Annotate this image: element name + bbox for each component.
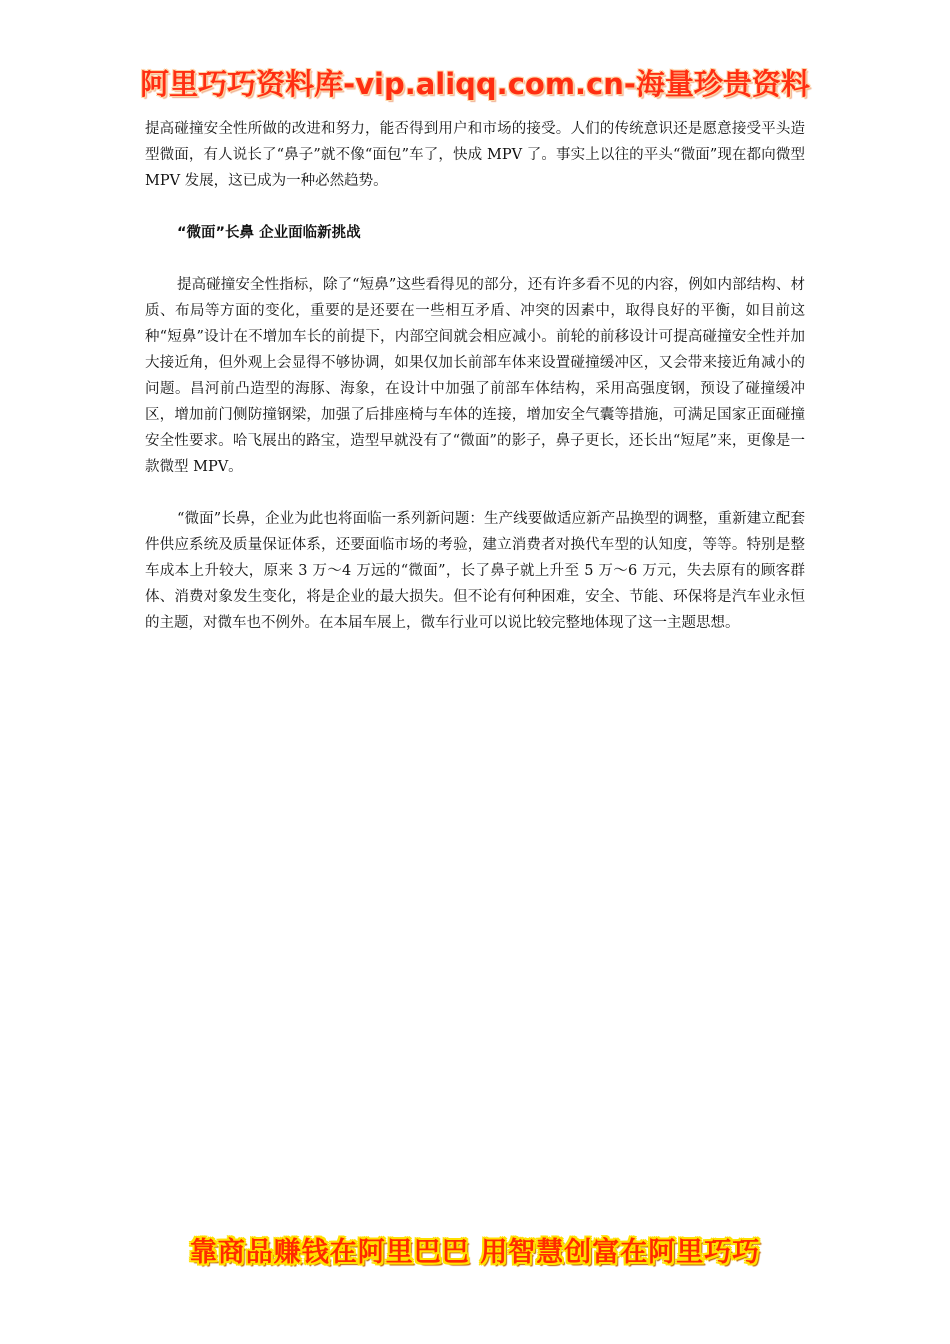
header-banner: 阿里巧巧资料库-vip.aliqq.com.cn-海量珍贵资料	[140, 67, 810, 101]
paragraph-spacer	[145, 194, 805, 220]
paragraph-1: 提高碰撞安全性所做的改进和努力，能否得到用户和市场的接受。人们的传统意识还是愿意接受平头造型微面，有人说长了“鼻子”就不像“面包”车了，快成 MPV 了。事实上以往的平头“微面”现在都向微型 MPV 发展，这已成为一种必然趋势。	[145, 121, 805, 189]
section-heading: “微面”长鼻 企业面临新挑战	[177, 225, 361, 241]
footer-banner: 靠商品赚钱在阿里巴巴 用智慧创富在阿里巧巧	[189, 1237, 761, 1268]
paragraph-3: “微面”长鼻，企业为此也将面临一系列新问题：生产线要做适应新产品换型的调整，重新建立配套件供应系统及质量保证体系，还要面临市场的考验，建立消费者对换代车型的认知度，等等。特别是整车成本上升较大，原来 3 万～4 万远的“微面”，长了鼻子就上升至 5 万～6 万元，失去原有的顾客群体、消费对象发生变化，将是企业的最大损失。但不论有何种困难，安全、节能、环保将是汽车业永恒的主题，对微车也不例外。在本届车展上，微车行业可以说比较完整地体现了这一主题思想。	[145, 511, 805, 631]
paragraph-spacer	[145, 480, 805, 506]
document-body	[145, 116, 805, 636]
paragraph-spacer	[145, 246, 805, 272]
paragraph-2: 提高碰撞安全性指标，除了“短鼻”这些看得见的部分，还有许多看不见的内容，例如内部结构、材质、布局等方面的变化，重要的是还要在一些相互矛盾、冲突的因素中，取得良好的平衡，如目前这种“短鼻”设计在不增加车长的前提下，内部空间就会相应减小。前轮的前移设计可提高碰撞安全性并加大接近角，但外观上会显得不够协调，如果仅加长前部车体来设置碰撞缓冲区，又会带来接近角减小的问题。昌河前凸造型的海豚、海象，在设计中加强了前部车体结构，采用高强度钢，预设了碰撞缓冲区，增加前门侧防撞钢梁，加强了后排座椅与车体的连接，增加安全气囊等措施，可满足国家正面碰撞安全性要求。哈飞展出的路宝，造型早就没有了“微面”的影子，鼻子更长，还长出“短尾”来，更像是一款微型 MPV。	[145, 277, 805, 475]
